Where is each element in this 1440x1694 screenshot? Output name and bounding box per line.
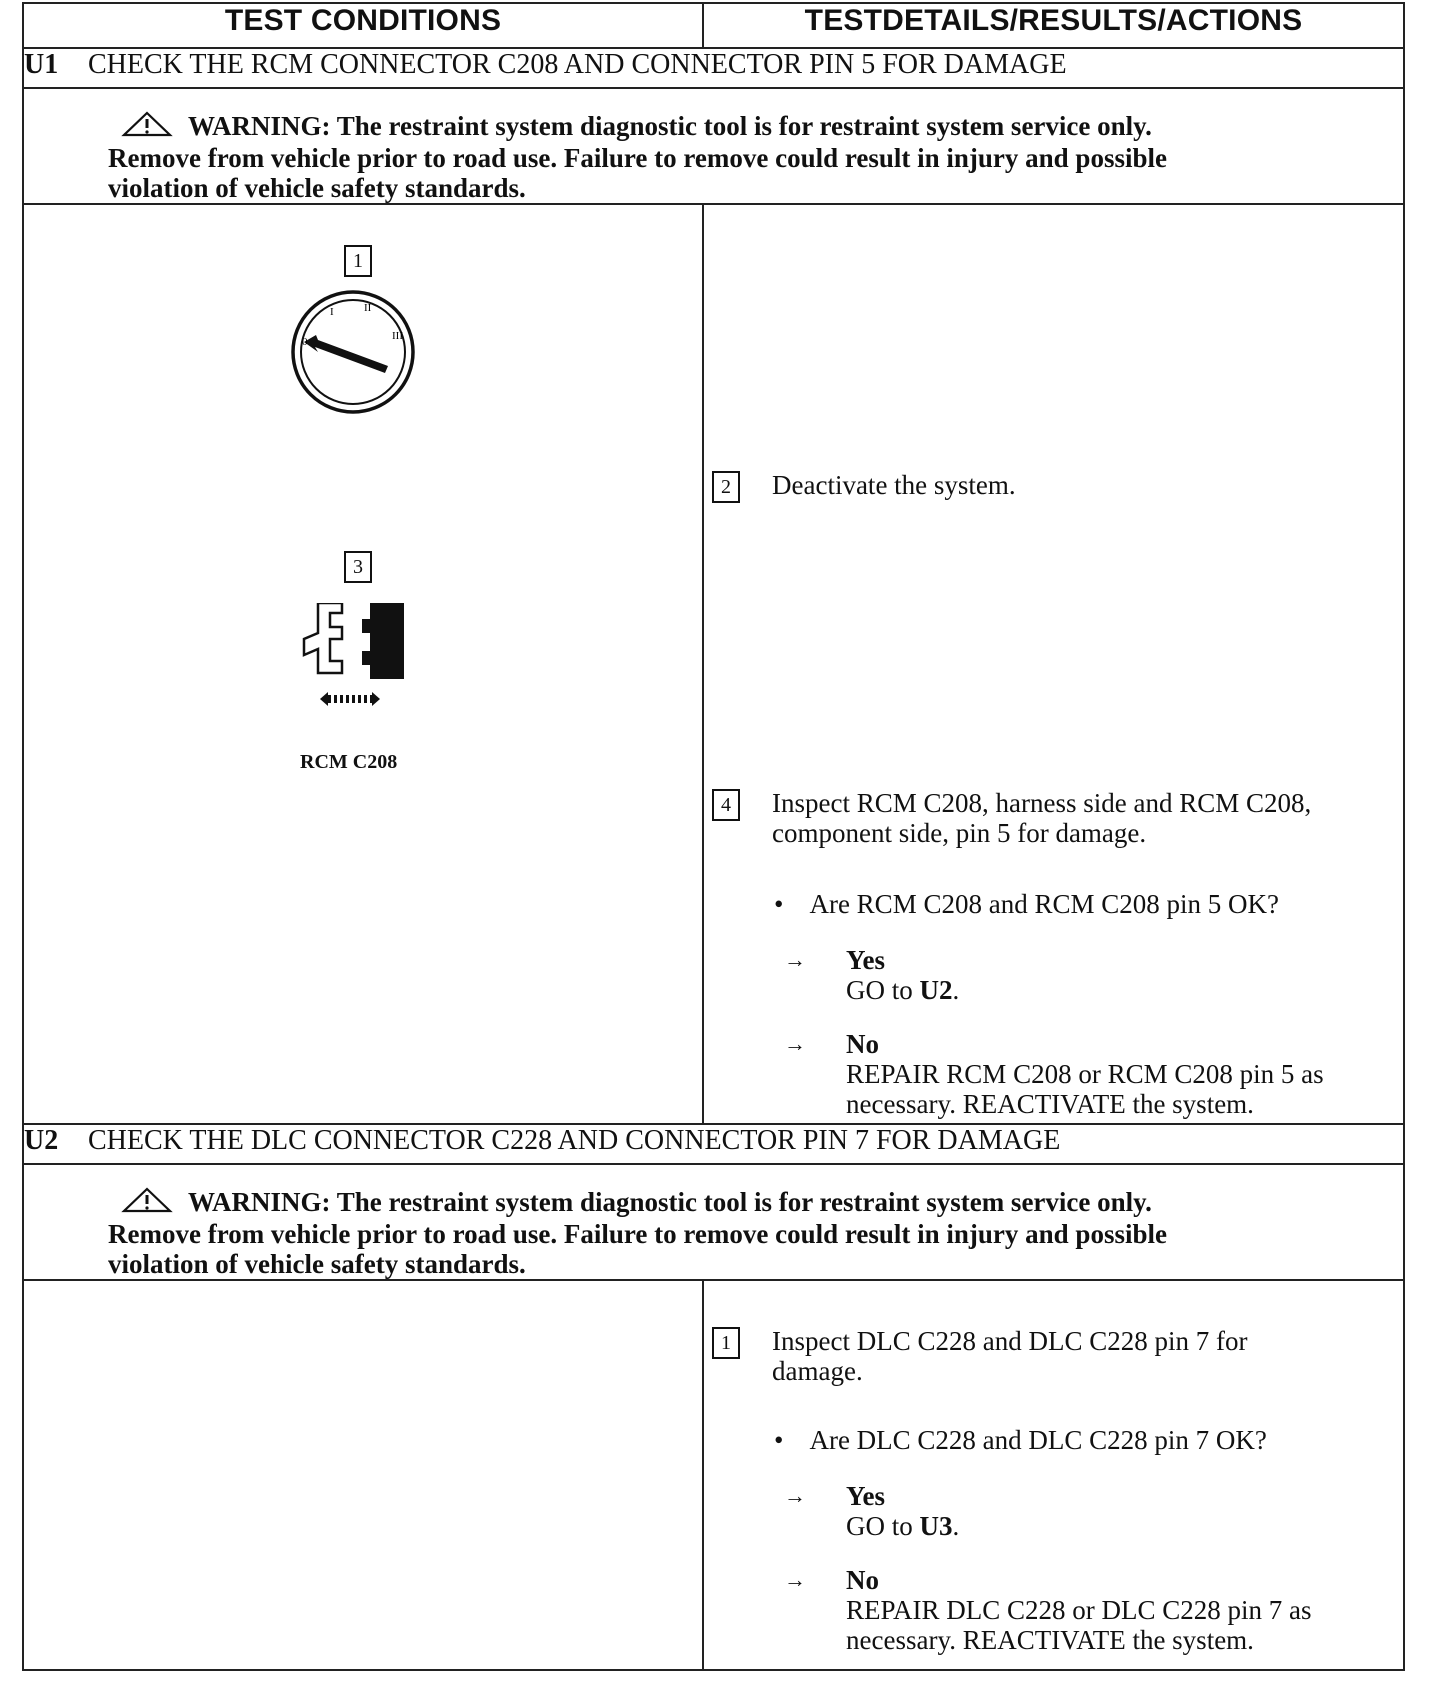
instruction-text: Inspect RCM C208, harness side and RCM C208, component side, pin 5 for damage. bbox=[772, 788, 1312, 848]
arrow-right-icon: → bbox=[784, 1567, 806, 1592]
arrow-right-icon: → bbox=[784, 1483, 806, 1508]
step-u2-title-row bbox=[23, 1124, 1404, 1164]
document-page bbox=[22, 2, 1403, 1692]
step-number-box: 3 bbox=[344, 551, 372, 583]
step-number-box: 1 bbox=[344, 245, 372, 277]
step-u2-warning-row bbox=[23, 1164, 1404, 1280]
step-u1-warning: WARNING: The restraint system diagnostic tool is for restraint system service only. Remove from vehicle prior to road use. Failure to remove could result in injury and possible violation of vehicle safety standards. bbox=[108, 111, 1167, 203]
step-u1-title: CHECK THE RCM CONNECTOR C208 AND CONNECTOR PIN 5 FOR DAMAGE bbox=[88, 49, 1067, 80]
goto-link-u3[interactable]: U3 bbox=[919, 1511, 953, 1541]
goto-link-u2[interactable]: U2 bbox=[919, 975, 953, 1005]
step-number-box: 4 bbox=[712, 789, 740, 821]
arrow-right-icon: → bbox=[784, 1031, 806, 1056]
step-u2-id: U2 bbox=[24, 1125, 59, 1156]
step-u2-warning: WARNING: The restraint system diagnostic tool is for restraint system service only. Remove from vehicle prior to road use. Failure to remove could result in injury and possible violation of vehicle safety standards. bbox=[108, 1187, 1167, 1279]
bullet-icon: • bbox=[774, 889, 784, 919]
instruction-text: Deactivate the system. bbox=[772, 470, 1016, 500]
step-u2-title: CHECK THE DLC CONNECTOR C228 AND CONNECTOR PIN 7 FOR DAMAGE bbox=[88, 1125, 1061, 1156]
bullet-icon: • bbox=[774, 1425, 784, 1455]
step-u1-question: • Are RCM C208 and RCM C208 pin 5 OK? bbox=[774, 889, 1279, 919]
connector-caption: RCM C208 bbox=[300, 751, 398, 773]
step-u2-question: • Are DLC C228 and DLC C228 pin 7 OK? bbox=[774, 1425, 1267, 1455]
step-u1-body-row bbox=[23, 204, 1404, 1124]
step-number-box: 2 bbox=[712, 471, 740, 503]
connector-icon bbox=[290, 603, 420, 723]
step-u1-title-row bbox=[23, 48, 1404, 88]
ign-mark-0: 0 bbox=[302, 336, 308, 348]
ign-mark-1: I bbox=[330, 306, 334, 318]
instruction-text: Inspect DLC C228 and DLC C228 pin 7 for damage. bbox=[772, 1326, 1248, 1386]
step-u2-conditions-cell bbox=[23, 1280, 703, 1670]
diagnostic-table bbox=[22, 2, 1405, 1671]
step-number-box: 1 bbox=[712, 1327, 740, 1359]
table-header-row bbox=[23, 3, 1404, 48]
step-u1-id: U1 bbox=[24, 49, 59, 80]
arrow-right-icon: → bbox=[784, 947, 806, 972]
step-u1-details-cell: 2 Deactivate the system. 4 Inspect RCM C208, harness side and RCM C208, component side, pin 5 for damage. • Are RCM C208 and RCM C208 pin 5 OK? → Yes GO to U2. → No REPAIR RCM C208 or RCM C208 pin 5 as necessary. REACTIVATE the system. bbox=[703, 204, 1404, 1124]
ignition-switch-icon bbox=[288, 287, 418, 417]
ign-mark-2: II bbox=[364, 302, 372, 314]
ign-mark-3: III bbox=[392, 330, 403, 342]
step-u2-details-cell: 1 Inspect DLC C228 and DLC C228 pin 7 for damage. • Are DLC C228 and DLC C228 pin 7 OK? → Yes GO to U3. → No REPAIR DLC C228 or DLC C228 pin 7 as necessary. REACTIVATE the system. bbox=[703, 1280, 1404, 1670]
step-u1-conditions-cell bbox=[23, 204, 703, 1124]
step-u2-body-row bbox=[23, 1280, 1404, 1670]
header-test-details: TESTDETAILS/RESULTS/ACTIONS bbox=[703, 3, 1404, 48]
warning-triangle-icon bbox=[120, 111, 174, 143]
step-u1-warning-row bbox=[23, 88, 1404, 204]
warning-triangle-icon bbox=[120, 1187, 174, 1219]
header-test-conditions: TEST CONDITIONS bbox=[23, 3, 703, 48]
